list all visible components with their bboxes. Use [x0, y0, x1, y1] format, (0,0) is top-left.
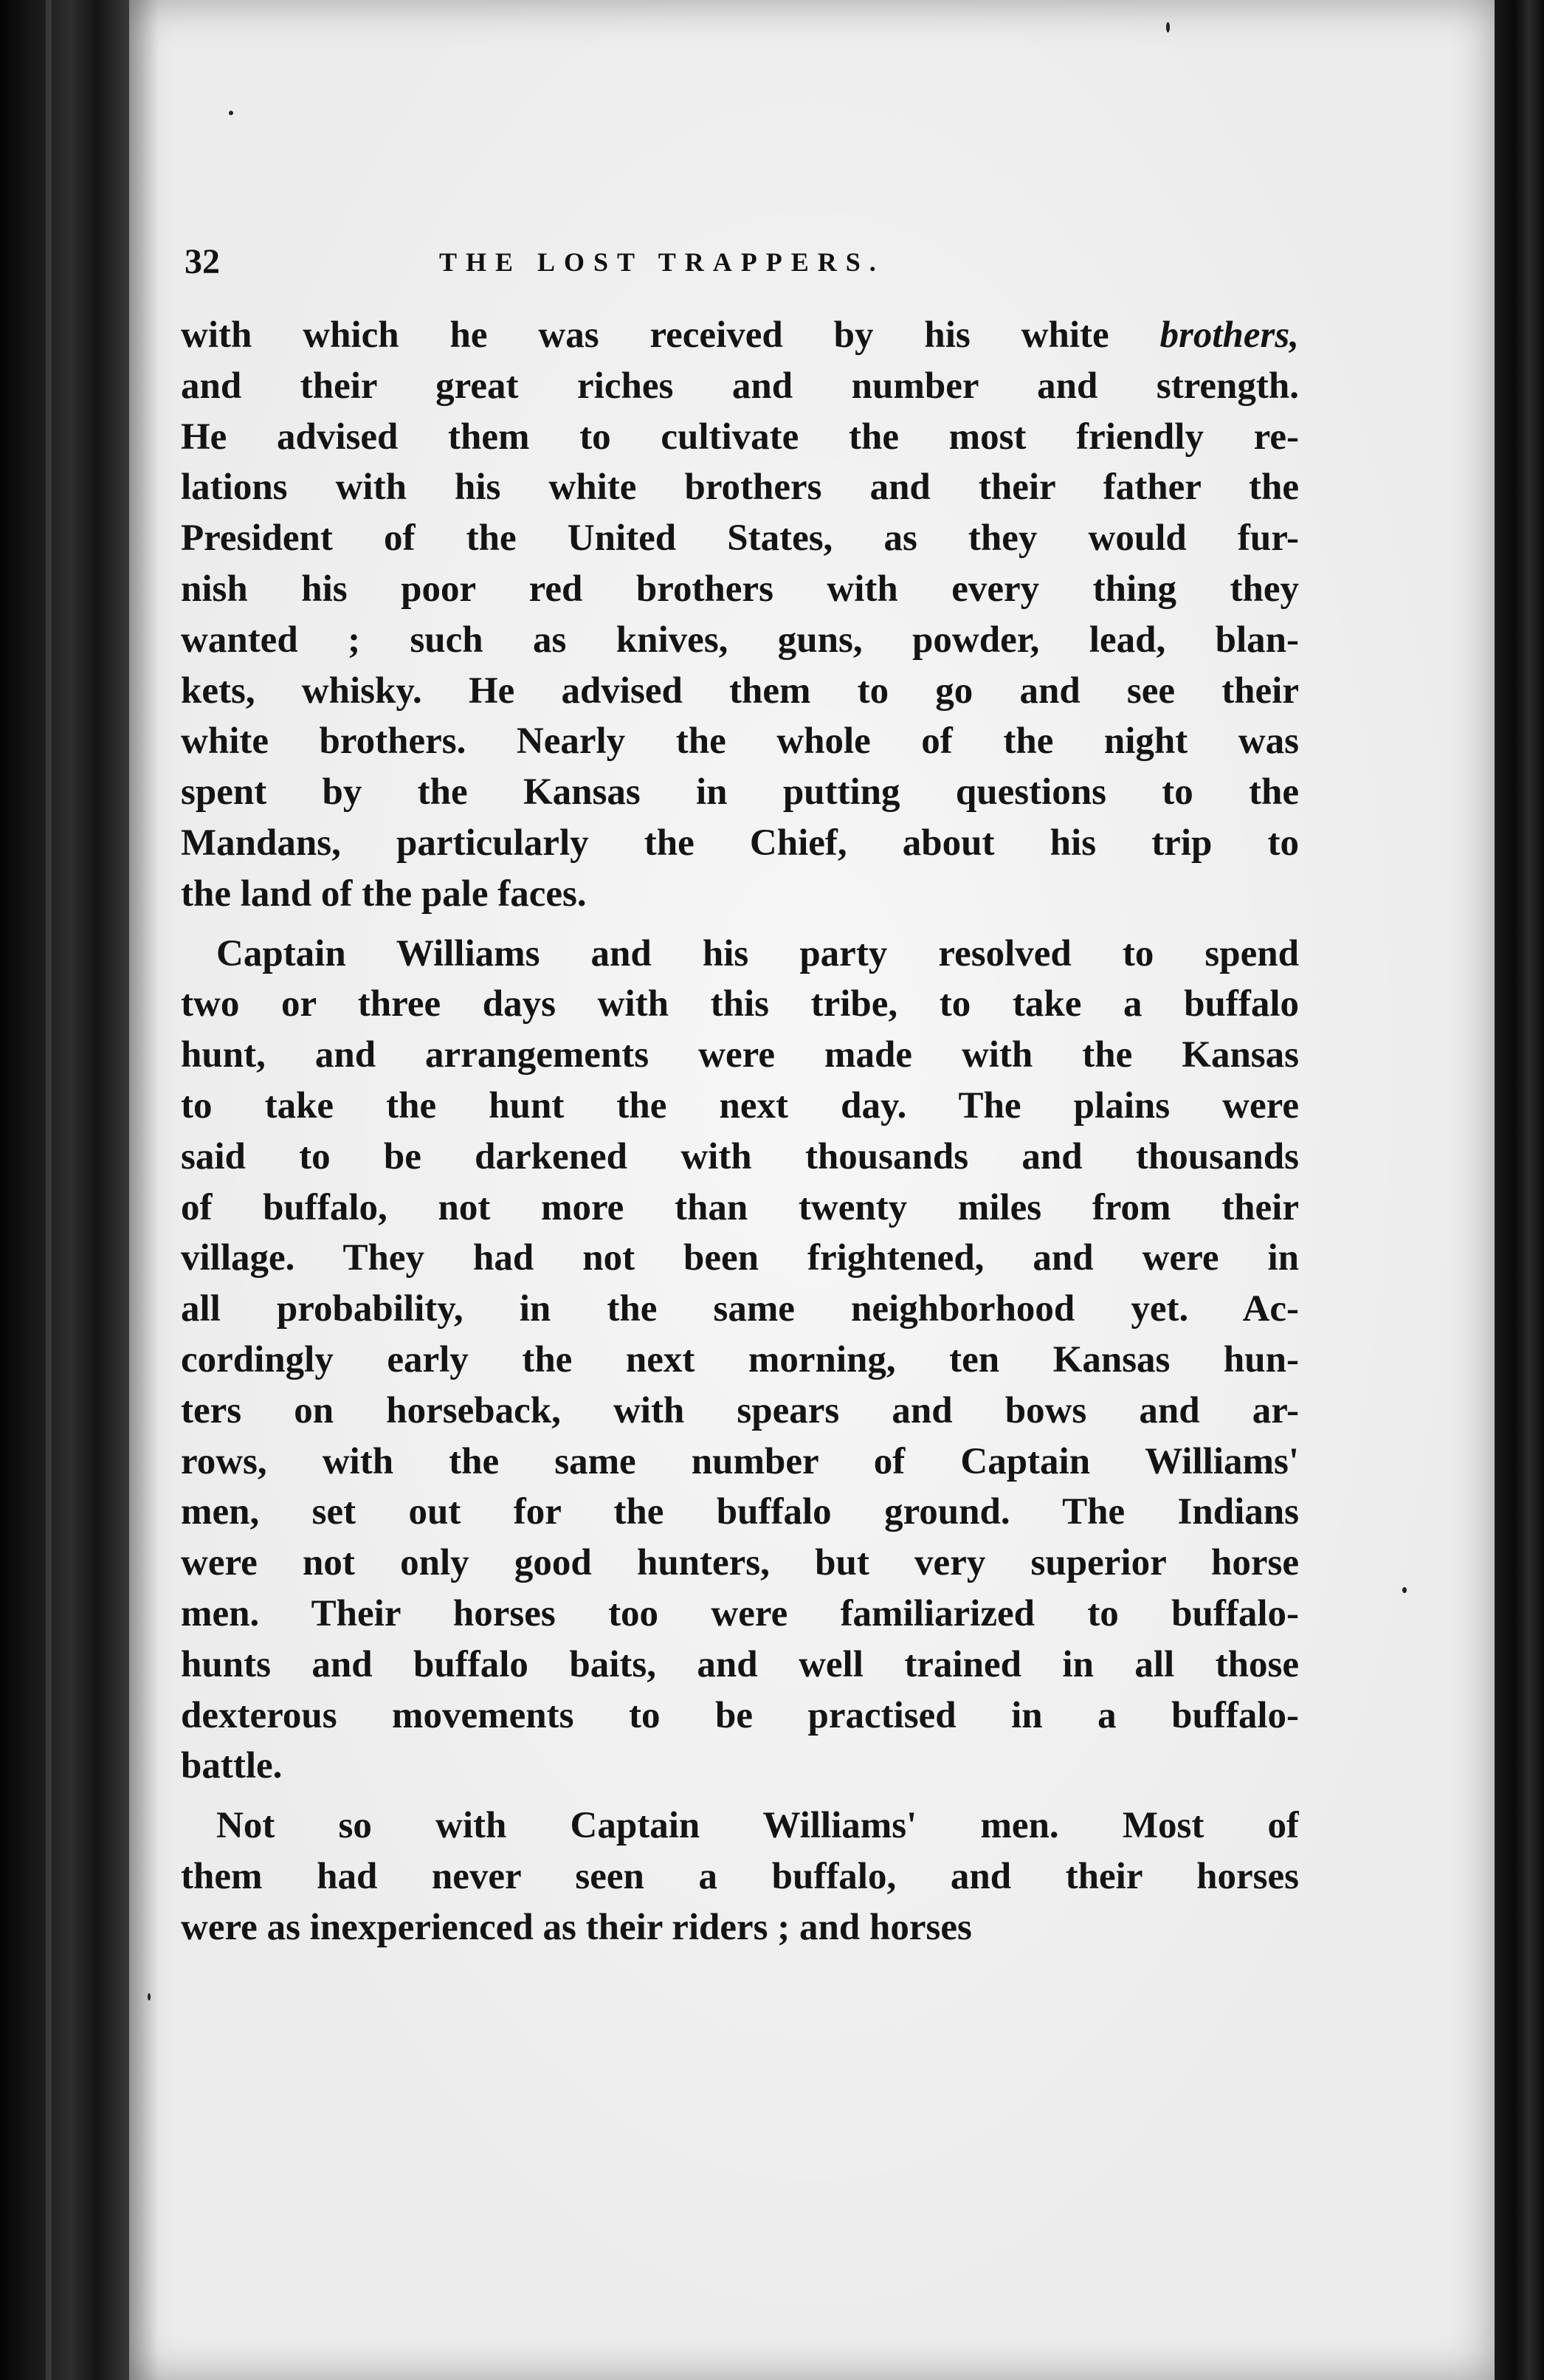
text-line: were as inexperienced as their riders ; and horses [181, 1906, 972, 1948]
page-number: 32 [185, 242, 220, 281]
text-line: them had never seen a buffalo, and their horses [181, 1855, 1299, 1897]
running-header [185, 233, 1336, 292]
text-line: to take the hunt the next day. The plains were [181, 1084, 1299, 1127]
text-line: rows, with the same number of Captain Williams' [181, 1440, 1299, 1482]
text-line: men. Their horses too were familiarized to buffalo- [181, 1592, 1299, 1634]
text-line: with which he was received by his white brothers, [181, 314, 1299, 356]
scan-speck [229, 111, 233, 115]
paragraph [181, 310, 1299, 920]
text-line: He advised them to cultivate the most friendly re- [181, 416, 1299, 458]
text-line: men, set out for the buffalo ground. The Indians [181, 1491, 1299, 1533]
text-line: and their great riches and number and strength. [181, 365, 1299, 407]
text-line: dexterous movements to be practised in a buffalo- [181, 1694, 1299, 1736]
paragraph [181, 1801, 1299, 1953]
page-text [181, 310, 1299, 1953]
text-line: white brothers. Nearly the whole of the night was [181, 720, 1299, 763]
scan-speck [1166, 22, 1170, 32]
book-binding [0, 0, 129, 2380]
text-line: Mandans, particularly the Chief, about his trip to [181, 822, 1299, 864]
running-title: THE LOST TRAPPERS. [439, 247, 885, 277]
text-line: President of the United States, as they would fur- [181, 517, 1299, 560]
text-line: two or three days with this tribe, to take a buffalo [181, 983, 1299, 1025]
text-line: of buffalo, not more than twenty miles from their [181, 1186, 1299, 1228]
page-right-edge [1495, 0, 1544, 2380]
scan-speck [148, 1993, 151, 2001]
text-line: cordingly early the next morning, ten Kansas hun- [181, 1338, 1299, 1380]
paragraph-gap [181, 1792, 1299, 1801]
text-line: spent by the Kansas in putting questions to the [181, 771, 1299, 814]
text-line: hunt, and arrangements were made with the Kansas [181, 1034, 1299, 1076]
paragraph-gap [181, 920, 1299, 929]
text-line: wanted ; such as knives, guns, powder, lead, blan- [181, 619, 1299, 661]
binding-edge [46, 0, 52, 2380]
paragraph [181, 929, 1299, 1792]
text-line: nish his poor red brothers with every thing they [181, 568, 1299, 610]
text-line: ters on horseback, with spears and bows and ar- [181, 1389, 1299, 1431]
text-line: Captain Williams and his party resolved to spend [216, 932, 1299, 974]
text-line: hunts and buffalo baits, and well trained in all those [181, 1643, 1299, 1685]
text-line: battle. [181, 1745, 283, 1787]
scan-speck [1402, 1587, 1407, 1593]
text-line: kets, whisky. He advised them to go and see their [181, 670, 1299, 712]
text-line: said to be darkened with thousands and thousands [181, 1135, 1299, 1177]
text-line: were not only good hunters, but very superior horse [181, 1542, 1299, 1584]
text-line: the land of the pale faces. [181, 873, 587, 915]
text-line: lations with his white brothers and their father the [181, 467, 1299, 509]
text-line: all probability, in the same neighborhood yet. Ac- [181, 1288, 1299, 1330]
text-line: village. They had not been frightened, and were in [181, 1237, 1299, 1279]
text-line: Not so with Captain Williams' men. Most of [216, 1805, 1299, 1847]
